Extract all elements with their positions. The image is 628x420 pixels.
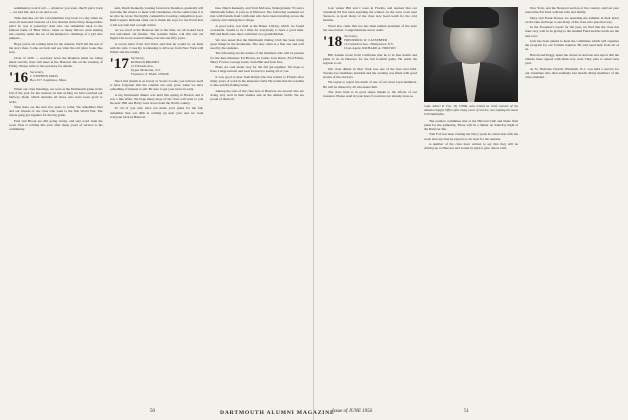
- paragraph: To all of you who have not made your plans for the fall, remember that our 40th is coming up next year and we want everyone back in Hanover.: [109, 106, 204, 119]
- left-columns: [9, 6, 304, 392]
- magazine-title: DARTMOUTH ALUMNI MAGAZINE: [220, 410, 335, 416]
- secretary-address: 16 Cathedral Ave., Hempstead, N.Y.: [344, 42, 394, 47]
- paragraph: Among the sons of the class now at Hanover are several who are doing very well in their studies and on the athletic fields. We are proud of them all.: [210, 88, 305, 101]
- paragraph: unit, Dutch Kennedy, looking forward to Reunion, gradually will welcome the chance to meet with classmates. On the same letter it is he who he wrote 'the highly competitive bowling competition goes.' Ruth Capen's husband came out to thank the boys for the Fordi Rod to his son who had a rough winter.: [109, 6, 204, 27]
- paragraph: Jack has been named to head the committee which will organize the program for our fortieth reunion. He will need help from all of us.: [525, 38, 619, 52]
- class-year: '16: [9, 70, 29, 87]
- paragraph: A number of the class have written to say that they will be driving up to Hanover and would be glad to give others a lift.: [424, 142, 518, 151]
- issue-label: Issue of JUNE 1956: [332, 409, 373, 414]
- paragraph: A big Dartmouth dinner was held this spring in Boston and it was a fine affair. We hope many more of the class will want to join the next. Bill and Harry were down from the North country.: [109, 92, 204, 105]
- paragraph: A good party was held at the Baker Library, which we found wonderful. Seems to be a time for everybody to have a good time. Bill and Ruth were there with their two grandchildren.: [210, 23, 305, 37]
- paragraph: Since this month is as lovely as Scotts woods, you fellows seem to have forgotten that the column can only grow when we have something of interest to tell. Be sure to get your news in early.: [109, 78, 204, 92]
- paragraph: Word also came that Joe has been named president of the state bar association. Congratulations are in order.: [323, 23, 417, 33]
- left-column-1: [9, 6, 103, 392]
- photo-caption: Capt. Albert P. Fox '18, USNR, who retired as chief counsel of the Aviation Supply Office after many years of service, now making his home in Philadelphia.: [424, 104, 518, 116]
- class-secretary: [344, 35, 396, 51]
- right-columns: [323, 6, 619, 392]
- secretary-name: J. STEPHEN MOSS: [30, 73, 58, 78]
- class-year: '17: [109, 56, 129, 73]
- class-year: '18: [323, 34, 343, 51]
- right-column-1: [323, 6, 417, 392]
- class-agent: Class Agent, RICHARD A. HOLTON: [344, 45, 396, 50]
- page-number-right: 51: [464, 409, 469, 414]
- class-heading-16: [9, 71, 103, 85]
- paragraph: The following are the names of the members who will be present for the June Reunion: Ed Brown, Al Cutter, Jack Davis, Fred Elliott, Harry Fowler, George Gates, Sam Hall and Tom Ives.: [210, 51, 305, 64]
- paragraph: At St. Nicholas Church, Elizabeth, N.J., was held a service for our classmate who died suddenly last month. Many members of the class attended.: [525, 66, 619, 79]
- paragraph: A recent letter from Ted Ward said that he would be on hand with his wife. Cross Ry is planning to drive up from New York with Walter and the family.: [109, 41, 204, 55]
- paragraph: We also noted that the Dartmouth Outing Club has been doing great things in the mountains. The new cabin is a fine one and well used by the students.: [210, 37, 305, 50]
- paragraph: Hope you're all coming back for the reunion. We'll tell the rest of the story then. Come on back and see what the old place looks like now.: [9, 41, 103, 55]
- secretary-city: Upper Montclair, N.J.: [130, 68, 161, 73]
- right-column-2: [424, 6, 518, 392]
- class-secretary: [30, 71, 67, 83]
- right-column-3: [525, 6, 619, 392]
- secretary-address: Box 257, Sagamore, Mass.: [30, 77, 67, 82]
- paragraph: The reunion committee met at the Harvard Club and made final plans for the gathering. There will be a dinner on Saturday night at the Hanover Inn.: [424, 118, 518, 132]
- paragraph: As we stood at the Hanover Inn at the time, we all looked back and welcomed old friends. The Gamma Delta, Chi Phi and old Sigma Chi stood around talking over the last fifty years.: [109, 28, 204, 41]
- paragraph: It was good to hear from Ralph who has retired to Florida after many years of work in the insurance field. He writes that the weather is fine and the fishing better.: [210, 74, 305, 88]
- portrait-photo: [424, 7, 518, 102]
- paragraph: sentimental, took it tell — whatever you want, they'll put it back — we had fun, and so on and so on.: [9, 6, 103, 15]
- paragraph: In the Treasurer's report for the year, we find that the class has done very well in its giving to the Alumni Fund and the totals are the best ever.: [525, 25, 619, 38]
- paragraph: When our class meetings, we were at the Dartmouth game in the fall of the year for the reunion. In this writing we have reached our halfway mark, which includes all those who have been good to write.: [9, 87, 103, 104]
- photo-cap: [443, 7, 499, 28]
- left-column-3: [210, 6, 304, 392]
- left-column-2: [110, 6, 204, 392]
- paragraph: Tom Fox has been visiting the Navy yards in connection with his work and says that he expects to be back for the reunion.: [424, 132, 518, 141]
- class-secretary: [131, 57, 169, 77]
- class-heading-17: [110, 57, 204, 77]
- paragraph: We regret to report the death of one of our most loyal members. He will be missed by all who knew him.: [323, 80, 417, 89]
- paragraph: Harold and Peggy spent the winter in Arizona and report that the climate there agreed with them very well. They plan to return next year.: [525, 52, 619, 66]
- page-number-left: 50: [150, 409, 155, 414]
- secretary-name: DONALD BROOKS: [130, 60, 160, 65]
- paragraph: Our class dinner in New York was one of the best ever held. Twenty-two members attended and the evening was filled with good stories of the old days.: [323, 66, 417, 79]
- paragraph: Bill Adams wrote from California that he is in fine health and plans to be in Hanover for the fall football game. He sends his regards to all.: [323, 52, 417, 66]
- paragraph: Then there are the next few years to come. We remember Dan and our friends of our class who went to the first World War. The whole gang got together for the big game.: [9, 105, 103, 118]
- paragraph: The class fund is in good shape thanks to the efforts of our treasurer. Please send in your dues if you have not already done so.: [323, 90, 417, 99]
- secretary-name: FREDERICK W. CASSEBEER: [344, 38, 388, 43]
- paragraph: line, Dutch Kennedy, and Tom McCune, Pennsylvania '53 and a Dartmouth father, to join us at Hanover. The following weekend we met with friends from California who have been traveling across the country and visiting the College.: [210, 6, 305, 23]
- secretary-label: Secretary,: [30, 70, 44, 75]
- secretary-address: 12 Palisade Ave.,: [130, 64, 155, 69]
- secretary-label: Secretary,: [344, 34, 358, 39]
- right-page: [314, 0, 628, 420]
- treasurer-name: Treasurer, F. PAUL CHASE: [130, 71, 170, 76]
- paragraph: Class of 1916 — secretary notes the Reunion plans are being made and the class will meet at the Hanover Inn on the evening of Friday. Please write to the secretary for details.: [9, 55, 103, 68]
- paragraph: Fred and Brook are still going strong, and sent word from the coast. Pete is retiring this year after many years of service to his community.: [9, 118, 103, 132]
- paragraph: Mary and Frank Dorsey are spending the summer at their place on the lake and hope to see many of the class who pass that way.: [525, 15, 619, 24]
- paragraph: Time marches on! We can remember way back to a day when we were all seasoned veterans of a few months in the Navy. Respectable pals? So was it yesterday! And who can remember back to the famous battle of 'Blue Wave,' when so many fellows went skating into eternity under the ice of the Rushed to challenge of a girl who jumped...: [9, 15, 103, 41]
- class-heading-18: [323, 35, 417, 51]
- secretary-label: Secretary,: [130, 56, 145, 61]
- paragraph: Last winter Bill and I were in Florida, and learned that our classmate Ed has been spending his winters on the west coast near Sarasota. A good many of the class now head south for the cold months.: [323, 6, 417, 23]
- paragraph: New York, and the Newport section of the country, and last year toured the Far West with his wife and family.: [525, 6, 619, 15]
- paragraph: Plans are well under way for the fall get-together. We hope to have a large turnout and look forward to seeing all of you.: [210, 65, 305, 74]
